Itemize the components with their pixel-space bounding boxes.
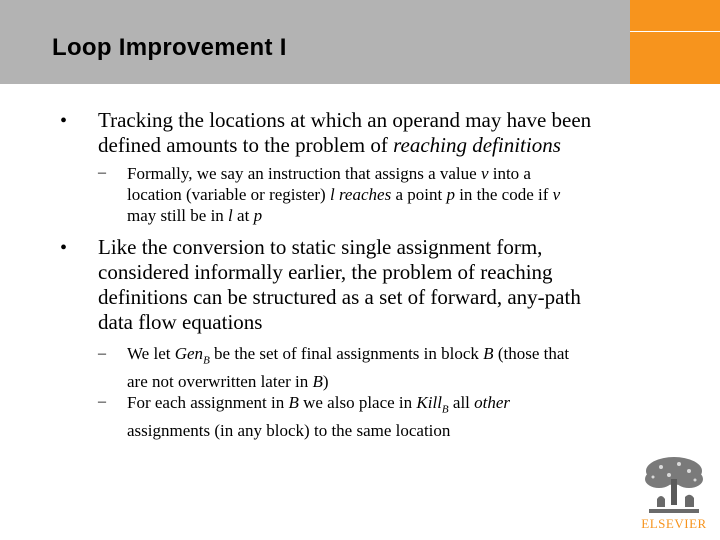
- text-run: into a: [488, 164, 531, 183]
- sub-bullet-2-2-line-1: [127, 392, 667, 420]
- sub-bullet-2-2-line-2: assignments (in any block) to the same location: [127, 421, 451, 441]
- text-run: For each assignment in: [127, 393, 289, 412]
- sub-bullet-2-2: [127, 392, 667, 441]
- text-run: all: [448, 393, 475, 412]
- sub-bullet-marker: –: [98, 164, 106, 181]
- elsevier-tree-icon: [639, 455, 709, 513]
- kill-term: Kill: [416, 393, 442, 412]
- sub-bullet-1-1-line-3: [127, 205, 667, 226]
- elsevier-logo: [632, 453, 716, 537]
- bullet-1-line-2-text: defined amounts to the problem of: [98, 133, 394, 157]
- elsevier-wordmark: ELSEVIER: [641, 516, 707, 531]
- other-term: other: [474, 393, 511, 412]
- var-b: B: [483, 344, 494, 363]
- bullet-1-line-2: [98, 133, 678, 158]
- reaching-definitions-term: reaching definitions: [393, 133, 561, 157]
- var-p: p: [253, 206, 263, 225]
- text-run: (those that: [493, 344, 570, 363]
- text-run: a point: [391, 185, 447, 204]
- bullet-2-line-3: definitions can be structured as a set of forward, any-path: [98, 285, 581, 309]
- text-run: in the code if: [454, 185, 553, 204]
- bullet-2-text: [98, 235, 678, 335]
- bullet-1-line-1: Tracking the locations at which an operand may have been: [98, 108, 592, 132]
- sub-bullet-1-1: [127, 163, 667, 226]
- text-run: Formally, we say an instruction that assigns a value: [127, 164, 481, 183]
- sub-bullet-2-1-line-1: [127, 343, 667, 371]
- gen-subscript: B: [203, 354, 210, 367]
- sub-bullet-2-1-line-2: [127, 371, 667, 392]
- var-v: v: [480, 164, 489, 183]
- sub-bullet-2-1: [127, 343, 667, 392]
- bullet-2-line-1: Like the conversion to static single assignment form,: [98, 235, 543, 259]
- var-b: B: [312, 372, 323, 392]
- sub-bullet-marker: –: [98, 345, 106, 362]
- slide-title: Loop Improvement I: [52, 34, 287, 61]
- var-p: p: [446, 185, 455, 204]
- sub-bullet-1-1-line-1: [127, 163, 667, 184]
- text-run: ): [322, 372, 329, 392]
- sub-bullet-marker: –: [98, 393, 106, 410]
- text-run: are not overwritten later in: [127, 372, 313, 392]
- bullet-marker: •: [60, 237, 68, 259]
- bullet-1-text: [98, 108, 678, 158]
- text-run: at: [232, 206, 254, 225]
- bullet-2-line-4: data flow equations: [98, 310, 263, 334]
- gen-term: Gen: [174, 344, 204, 363]
- text-run: We let: [127, 344, 175, 363]
- sub-bullet-1-1-line-2: [127, 184, 667, 205]
- text-run: may still be in: [127, 206, 229, 225]
- var-b: B: [288, 393, 299, 412]
- bullet-marker: •: [60, 110, 68, 132]
- text-run: location (variable or register): [127, 185, 330, 204]
- text-run: we also place in: [298, 393, 417, 412]
- var-l: l: [228, 206, 233, 225]
- l-reaches-term: l reaches: [329, 185, 392, 204]
- text-run: be the set of final assignments in block: [209, 344, 484, 363]
- bullet-2-line-2: considered informally earlier, the problem of reaching: [98, 260, 553, 284]
- kill-subscript: B: [441, 403, 449, 416]
- var-v: v: [552, 185, 561, 204]
